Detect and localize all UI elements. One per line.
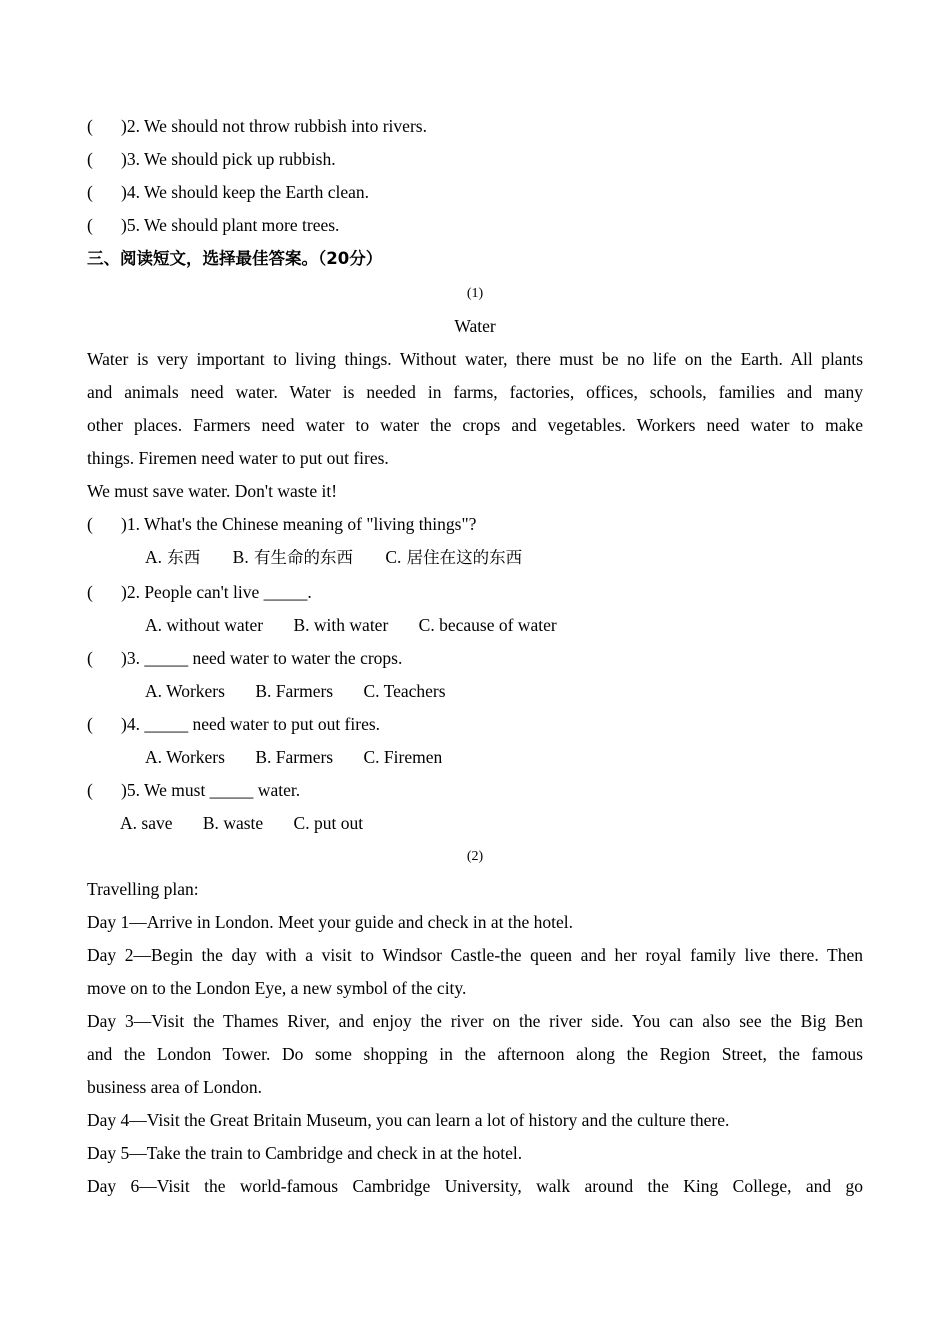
- passage-2-line: Day 2—Begin the day with a visit to Windsor Castle-the queen and her royal family live there. Then: [87, 945, 863, 965]
- section-3-heading: 三、阅读短文，选择最佳答案。（20分）: [87, 249, 383, 268]
- passage-2-number: (2): [466, 849, 484, 864]
- option-c: C. 居住在这的东西: [385, 547, 523, 567]
- question-2: ( )2. People can't live _____.: [87, 582, 312, 602]
- option-b: B. waste: [202, 813, 264, 833]
- passage-1-line: and animals need water. Water is needed in farms, factories, offices, schools, families and many: [87, 382, 863, 402]
- option-c: C. put out: [293, 813, 364, 833]
- question-4-options: [145, 741, 468, 774]
- passage-2-heading: Travelling plan:: [87, 879, 199, 899]
- option-c: C. Teachers: [363, 681, 446, 701]
- option-b: B. Farmers: [255, 681, 334, 701]
- option-a: A. Workers: [145, 681, 225, 701]
- passage-2-line: Day 4—Visit the Great Britain Museum, you can learn a lot of history and the culture there.: [87, 1110, 730, 1130]
- question-1: ( )1. What's the Chinese meaning of "living things"?: [87, 514, 477, 534]
- passage-2-line: move on to the London Eye, a new symbol of the city.: [87, 978, 467, 998]
- passage-1-last-line: We must save water. Don't waste it!: [87, 481, 338, 501]
- statement-5: ( )5. We should plant more trees.: [87, 215, 340, 235]
- statement-4: ( )4. We should keep the Earth clean.: [87, 182, 370, 202]
- question-4: ( )4. _____ need water to put out fires.: [87, 714, 381, 734]
- option-a: A. Workers: [145, 747, 225, 767]
- question-5-options: [120, 807, 389, 840]
- question-3: ( )3. _____ need water to water the crops.: [87, 648, 403, 668]
- option-c: C. Firemen: [363, 747, 443, 767]
- passage-1-title: Water: [454, 316, 496, 336]
- option-a: A. without water: [145, 615, 264, 635]
- passage-1-line: things. Firemen need water to put out fires.: [87, 448, 389, 468]
- passage-1-number: (1): [466, 286, 484, 301]
- question-1-options: [145, 541, 550, 574]
- option-b: B. with water: [293, 615, 389, 635]
- option-a: A. save: [120, 813, 173, 833]
- passage-2-line: Day 1—Arrive in London. Meet your guide and check in at the hotel.: [87, 912, 573, 932]
- option-b: B. 有生命的东西: [232, 547, 353, 567]
- passage-2-line: business area of London.: [87, 1077, 262, 1097]
- statement-3: ( )3. We should pick up rubbish.: [87, 149, 336, 169]
- passage-1-line: other places. Farmers need water to water the crops and vegetables. Workers need water to make: [87, 415, 863, 435]
- passage-2-line: and the London Tower. Do some shopping in the afternoon along the Region Street, the famous: [87, 1044, 863, 1064]
- passage-1-line: Water is very important to living things. Without water, there must be no life on the Earth. All plants: [87, 349, 863, 369]
- question-3-options: [145, 675, 472, 708]
- question-5: ( )5. We must _____ water.: [87, 780, 301, 800]
- option-a: A. 东西: [145, 547, 201, 567]
- passage-2-line: Day 3—Visit the Thames River, and enjoy the river on the river side. You can also see the Big Ben: [87, 1011, 863, 1031]
- question-2-options: [145, 609, 583, 642]
- statement-2: ( )2. We should not throw rubbish into rivers.: [87, 116, 427, 136]
- option-b: B. Farmers: [255, 747, 334, 767]
- passage-2-line: Day 6—Visit the world-famous Cambridge University, walk around the King College, and go: [87, 1176, 863, 1196]
- passage-2-line: Day 5—Take the train to Cambridge and check in at the hotel.: [87, 1143, 523, 1163]
- option-c: C. because of water: [418, 615, 557, 635]
